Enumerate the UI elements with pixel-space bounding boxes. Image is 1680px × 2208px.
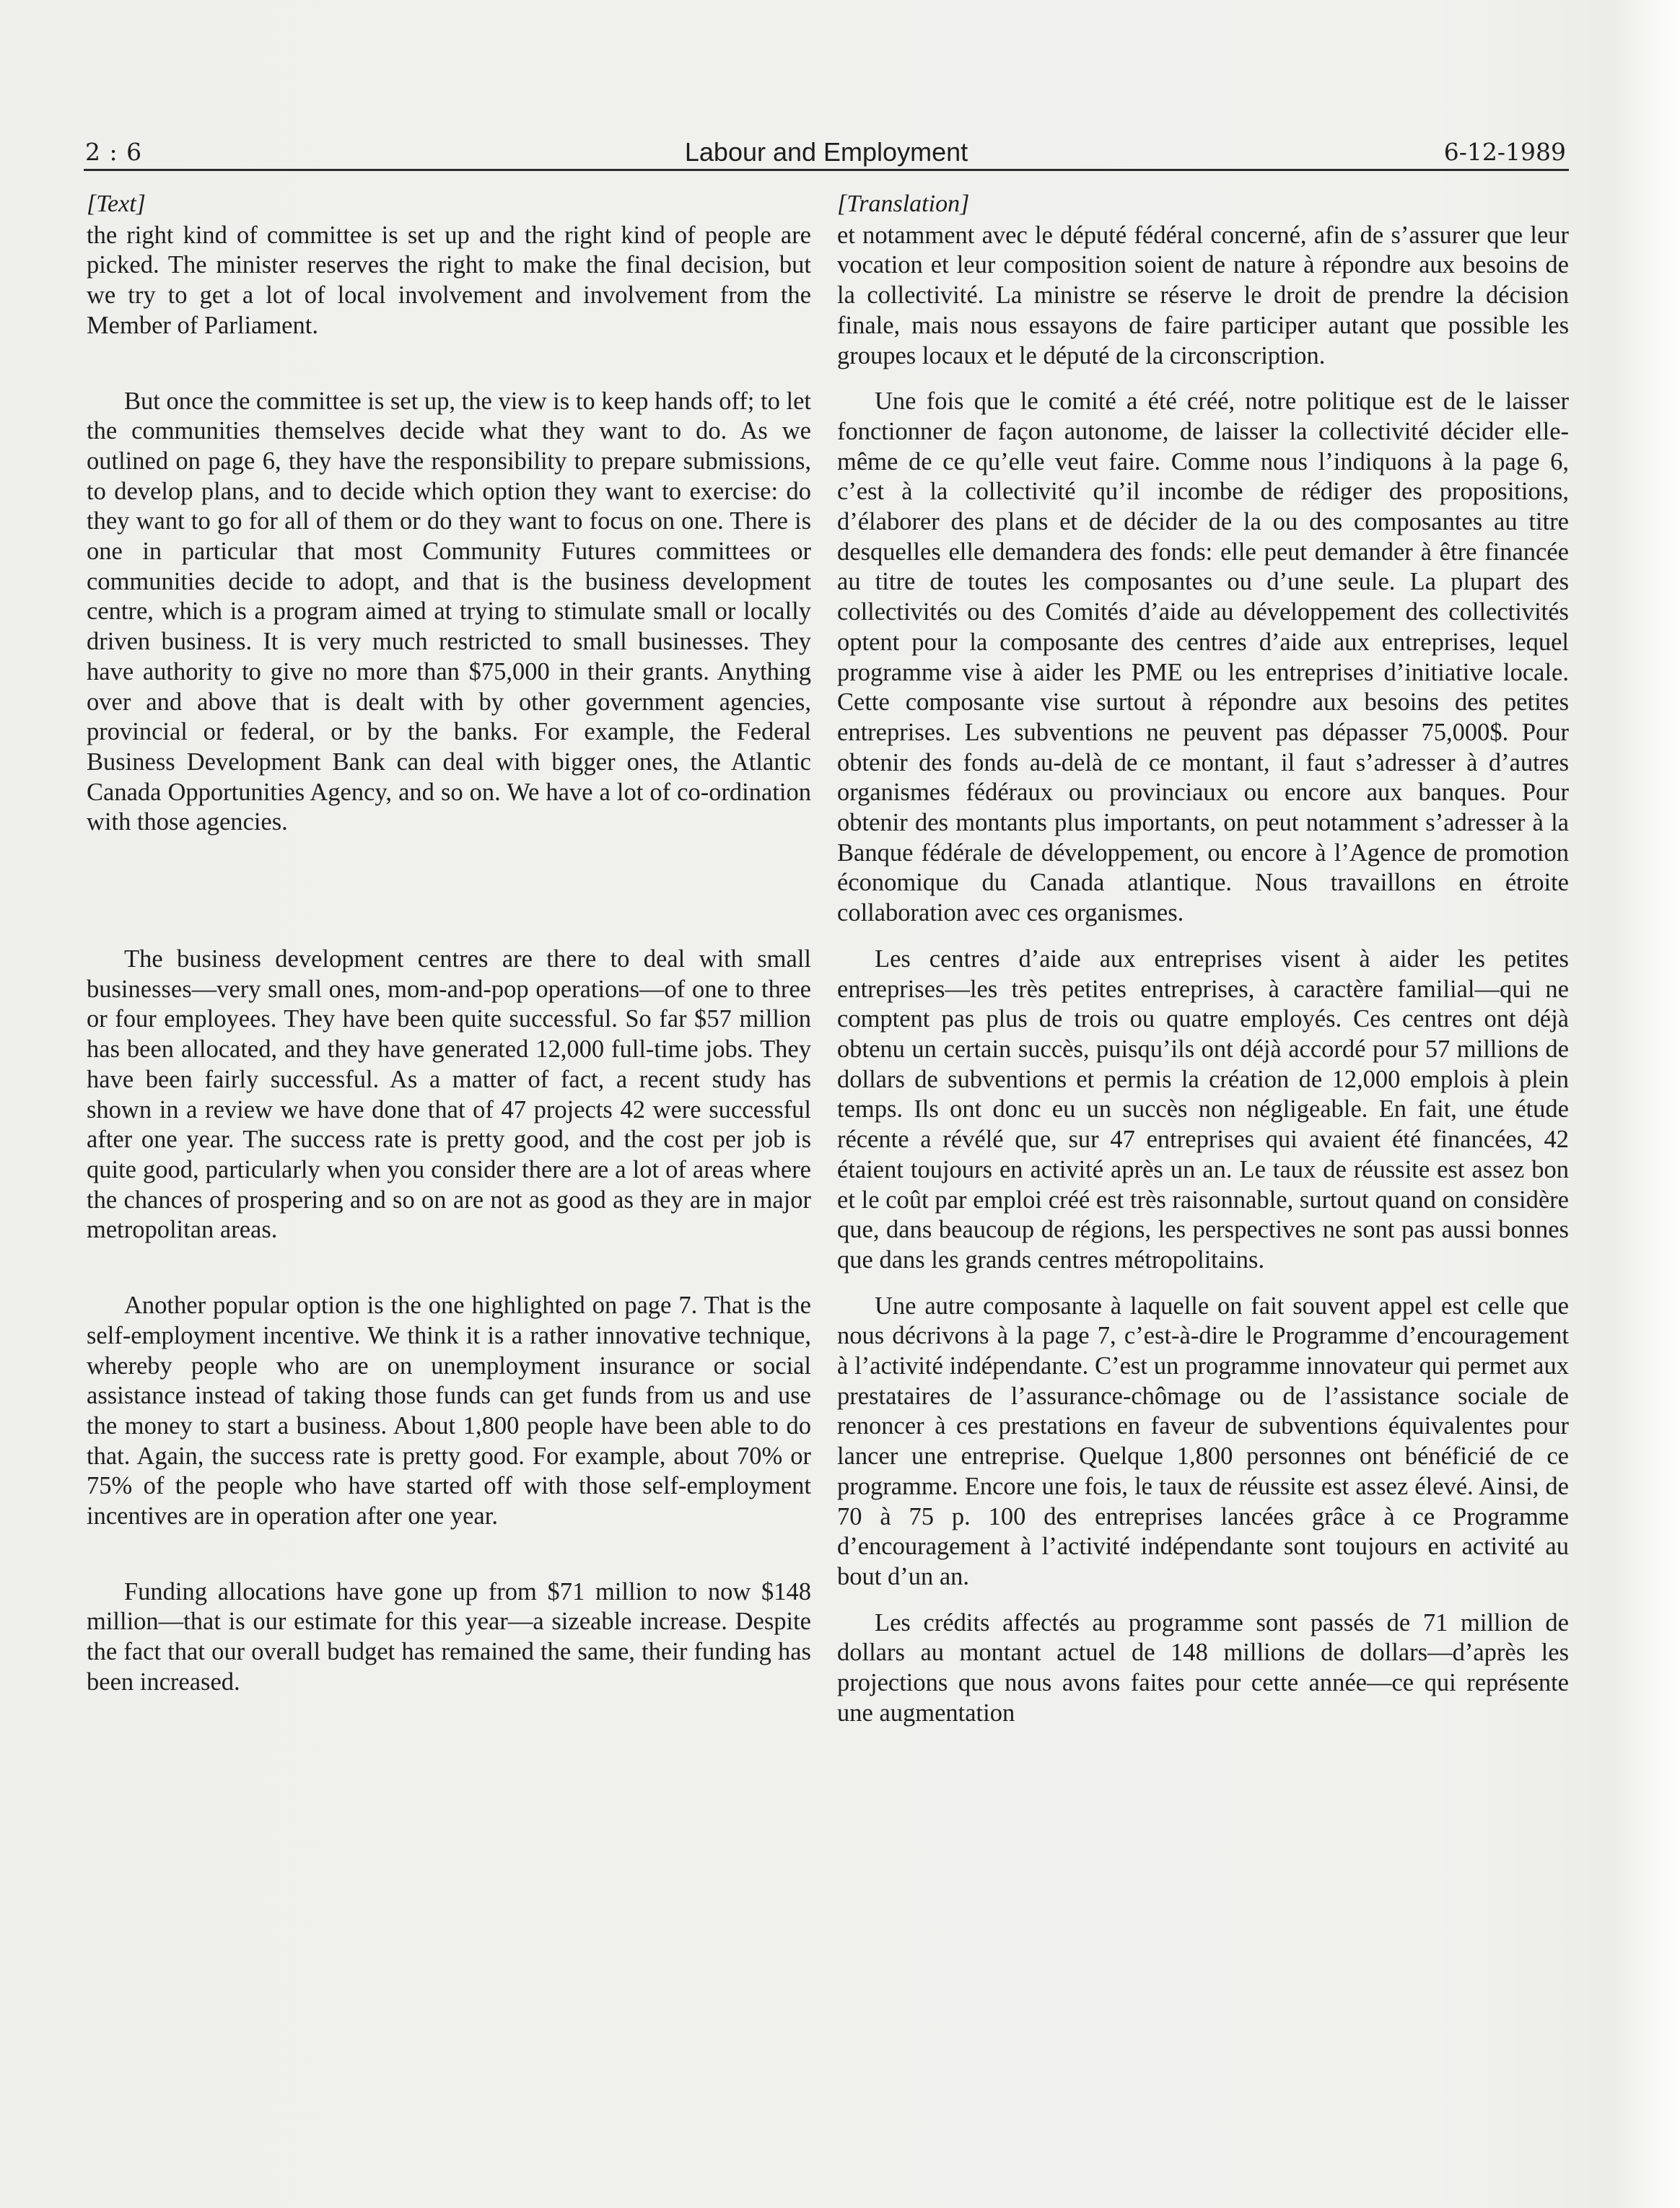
- paragraph: Another popular option is the one highlighted on page 7. That is the self-employment incentive. We think it is a rather innovative technique, whereby people who are on unemployment insurance or social assistance instead of taking those funds can get funds from us and use the money to start a business. About 1,800 people have been able to do that. Again, the success rate is pretty good. For example, about 70% or 75% of the people who have started off with those self-employment incentives are in operation after one year.: [87, 1292, 811, 1530]
- column-label-text: [Text]: [87, 190, 146, 217]
- column-label-translation: [Translation]: [837, 190, 970, 217]
- french-column: [837, 189, 1569, 1728]
- paragraph: The business development centres are there to deal with small businesses—very small ones, mom-and-pop operations—of one to three or four employees. They have been quite successful. So far $57 million has been allocated, and they have generated 12,000 full-time jobs. They have been fairly successful. As a matter of fact, a recent study has shown in a review we have done that of 47 projects 42 were successful after one year. The success rate is pretty good, and the cost per job is quite good, particularly when you consider there are a lot of areas where the chances of prospering and so on are not as good as they are in major metropolitan areas.: [87, 945, 811, 1244]
- paragraph: Les crédits affectés au programme sont passés de 71 million de dollars au montant actuel de 148 millions de dollars—d’après les projections que nous avons faites pour cette année—ce qui représente une augmentation: [837, 1608, 1569, 1727]
- paragraph: But once the committee is set up, the view is to keep hands off; to let the communities themselves decide what they want to do. As we outlined on page 6, they have the responsibility to prepare submissions, to develop plans, and to decide which option they want to exercise: do they want to go for all of them or do they want to focus on one. There is one in particular that most Community Futures committees or communities decide to adopt, and that is the business development centre, which is a program aimed at trying to stimulate small or locally driven business. It is very much restricted to small businesses. They have authority to give no more than $75,000 in their grants. Anything over and above that is dealt with by other government agencies, provincial or federal, or by the banks. For example, the Federal Business Development Bank can deal with bigger ones, the Atlantic Canada Opportunities Agency, and so on. We have a lot of co-ordination with those agencies.: [87, 387, 811, 836]
- paragraph: Une fois que le comité a été créé, notre politique est de le laisser fonctionner de façon autonome, de laisser la collectivité décider elle-même de ce qu’elle veut faire. Comme nous l’indiquons à la page 6, c’est à la collectivité qu’il incombe de rédiger des propositions, d’élaborer des plans et de décider de la ou des composantes au titre desquelles elle demandera des fonds: elle peut demander à être financée au titre de toutes les composantes ou d’une seule. La plupart des collectivités ou des Comités d’aide au développement des collectivités optent pour la composante des centres d’aide aux entreprises, lequel programme vise à aider les PME ou les entreprises d’initiative locale. Cette composante vise surtout à répondre aux besoins des petites entreprises. Les subventions ne peuvent pas dépasser 75,000$. Pour obtenir des fonds au-delà de ce montant, il faut s’adresser à d’autres organismes fédéraux ou provinciaux ou encore aux banques. Pour obtenir des montants plus importants, on peut notamment s’adresser à la Banque fédérale de développement, ou encore à l’Agence de promotion économique du Canada atlantique. Nous travaillons en étroite collaboration avec ces organismes.: [837, 387, 1569, 927]
- paragraph: Les centres d’aide aux entreprises visent à aider les petites entreprises—les très petites entreprises, à caractère familial—qui ne comptent pas plus de trois ou quatre employés. Ces centres ont déjà obtenu un certain succès, puisqu’ils ont déjà accordé pour 57 millions de dollars de subventions et permis la création de 12,000 emplois à plein temps. Ils ont donc eu un succès non négligeable. En fait, une étude récente a révélé que, sur 47 entreprises qui avaient été financées, 42 étaient toujours en activité après un an. Le taux de réussite est assez bon et le coût par emploi créé est très raisonnable, surtout quand on considère que, dans beaucoup de régions, les perspectives ne sont pas aussi bonnes que dans les grands centres métropolitains.: [837, 945, 1569, 1274]
- header-date: 6-12-1989: [1443, 138, 1566, 166]
- paragraph: et notamment avec le député fédéral concerné, afin de s’assurer que leur vocation et leur composition soient de nature à répondre aux besoins de la collectivité. La ministre se réserve le droit de prendre la décision finale, mais nous essayons de faire participer autant que possible les groupes locaux et le député de la circonscription.: [837, 221, 1569, 369]
- page-header: [84, 136, 1569, 171]
- english-column: [87, 189, 811, 1698]
- paragraph: Une autre composante à laquelle on fait souvent appel est celle que nous décrivons à la page 7, c’est-à-dire le Programme d’encouragement à l’activité indépendante. C’est un programme innovateur qui permet aux prestataires de l’assurance-chômage ou de l’assistance sociale de renoncer à ces prestations en faveur de subventions équivalentes pour lancer une entreprise. Quelque 1,800 personnes ont bénéficié de ce programme. Encore une fois, le taux de réussite est assez élevé. Ainsi, de 70 à 75 p. 100 des entreprises lancées grâce à ce Programme d’encouragement à l’activité indépendante sont toujours en activité au bout d’un an.: [837, 1292, 1569, 1590]
- page-number: 2 : 6: [85, 138, 143, 166]
- paragraph: the right kind of committee is set up and the right kind of people are picked. The minister reserves the right to make the final decision, but we try to get a lot of local involvement and involvement from the Member of Parliament.: [87, 221, 811, 339]
- paragraph: Funding allocations have gone up from $71 million to now $148 million—that is our estimate for this year—a sizeable increase. Despite the fact that our overall budget has remained the same, their funding has been increased.: [87, 1577, 811, 1696]
- running-title: Labour and Employment: [684, 137, 968, 167]
